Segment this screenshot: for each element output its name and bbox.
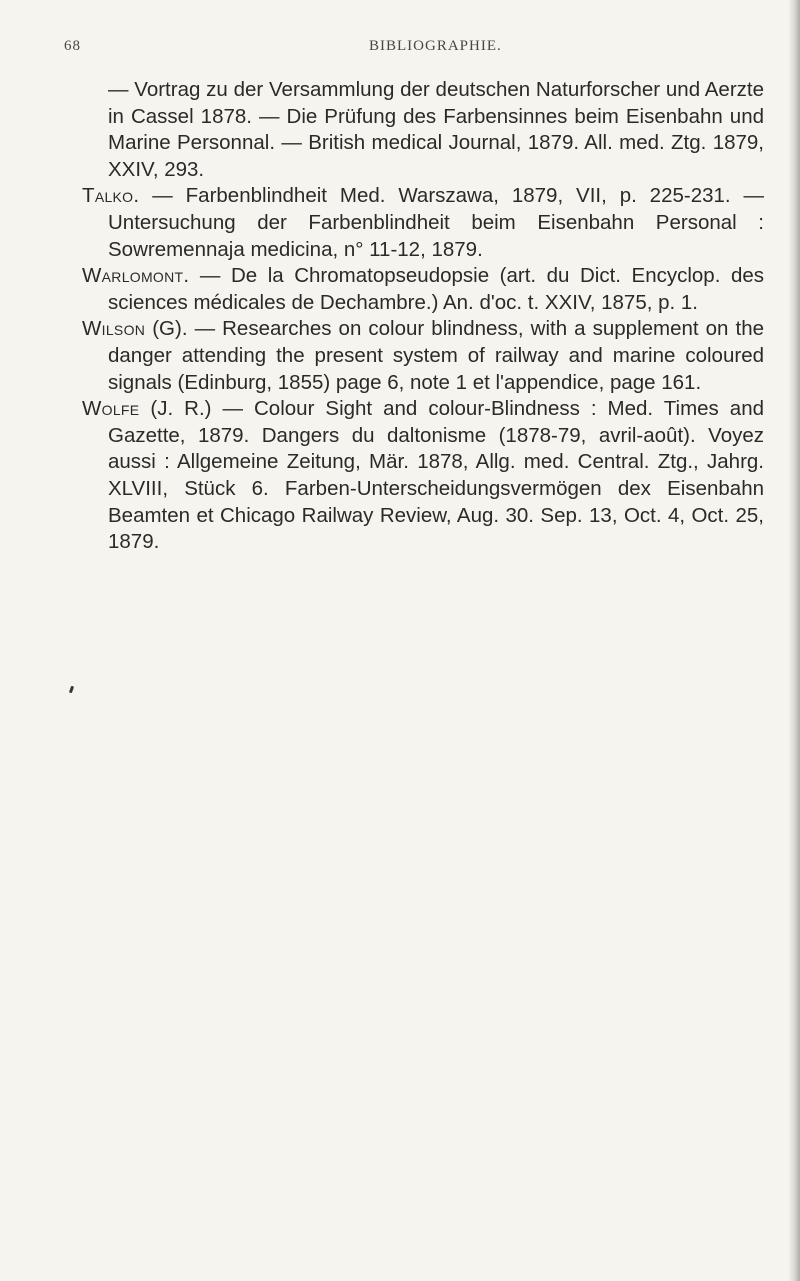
bibliography-list: [82, 77, 764, 556]
ink-speck: [69, 686, 74, 694]
entry-text: — De la Chromatopseudopsie (art. du Dict. Encyclop. des sciences médicales de Dechambre.) An. d'oc. t. XXIV, 1875, p. 1.: [108, 264, 764, 314]
entry-text: — Vortrag zu der Versammlung der deutschen Naturforscher und Aerzte in Cassel 1878. — Die Prüfung des Farbensinnes beim Eisenbahn und Marine Personnal. — British medical Journal, 1879. All. med. Ztg. 1879, XXIV, 293.: [108, 78, 764, 181]
entry-author: Wilson: [82, 317, 146, 341]
running-head: BIBLIOGRAPHIE.: [369, 38, 502, 54]
entry-text: — Farbenblindheit Med. Warszawa, 1879, VII, p. 225-231. — Untersuchung der Farbenblindheit beim Eisenbahn Personal : Sowremennaja medicina, n° 11-12, 1879.: [108, 184, 764, 261]
entry-author: Wolfe: [82, 397, 140, 421]
bibliography-entry: [82, 396, 764, 556]
bibliography-entry: [82, 316, 764, 396]
entry-author: Warlomont.: [82, 264, 190, 288]
bibliography-entry: [82, 263, 764, 316]
entry-text: (G). — Researches on colour blindness, with a supplement on the danger attending the present system of railway and marine coloured signals (Edinburg, 1855) page 6, note 1 et l'appendice, page 161.: [108, 317, 764, 394]
bibliography-entry: [82, 183, 764, 263]
page-edge-shadow: [788, 0, 800, 1281]
page-number: 68: [64, 38, 81, 54]
entry-author: Talko.: [82, 184, 140, 208]
page-header: [64, 38, 754, 60]
bibliography-entry: [82, 77, 764, 183]
entry-text: (J. R.) — Colour Sight and colour-Blindness : Med. Times and Gazette, 1879. Dangers du daltonisme (1878-79, avril-août). Voyez aussi : Allgemeine Zeitung, Mär. 1878, Allg. med. Central. Ztg., Jahrg. XLVIII, Stück 6. Farben-Unterscheidungsvermögen dex Eisenbahn Beamten et Chicago Railway Review, Aug. 30. Sep. 13, Oct. 4, Oct. 25, 1879.: [108, 397, 764, 554]
